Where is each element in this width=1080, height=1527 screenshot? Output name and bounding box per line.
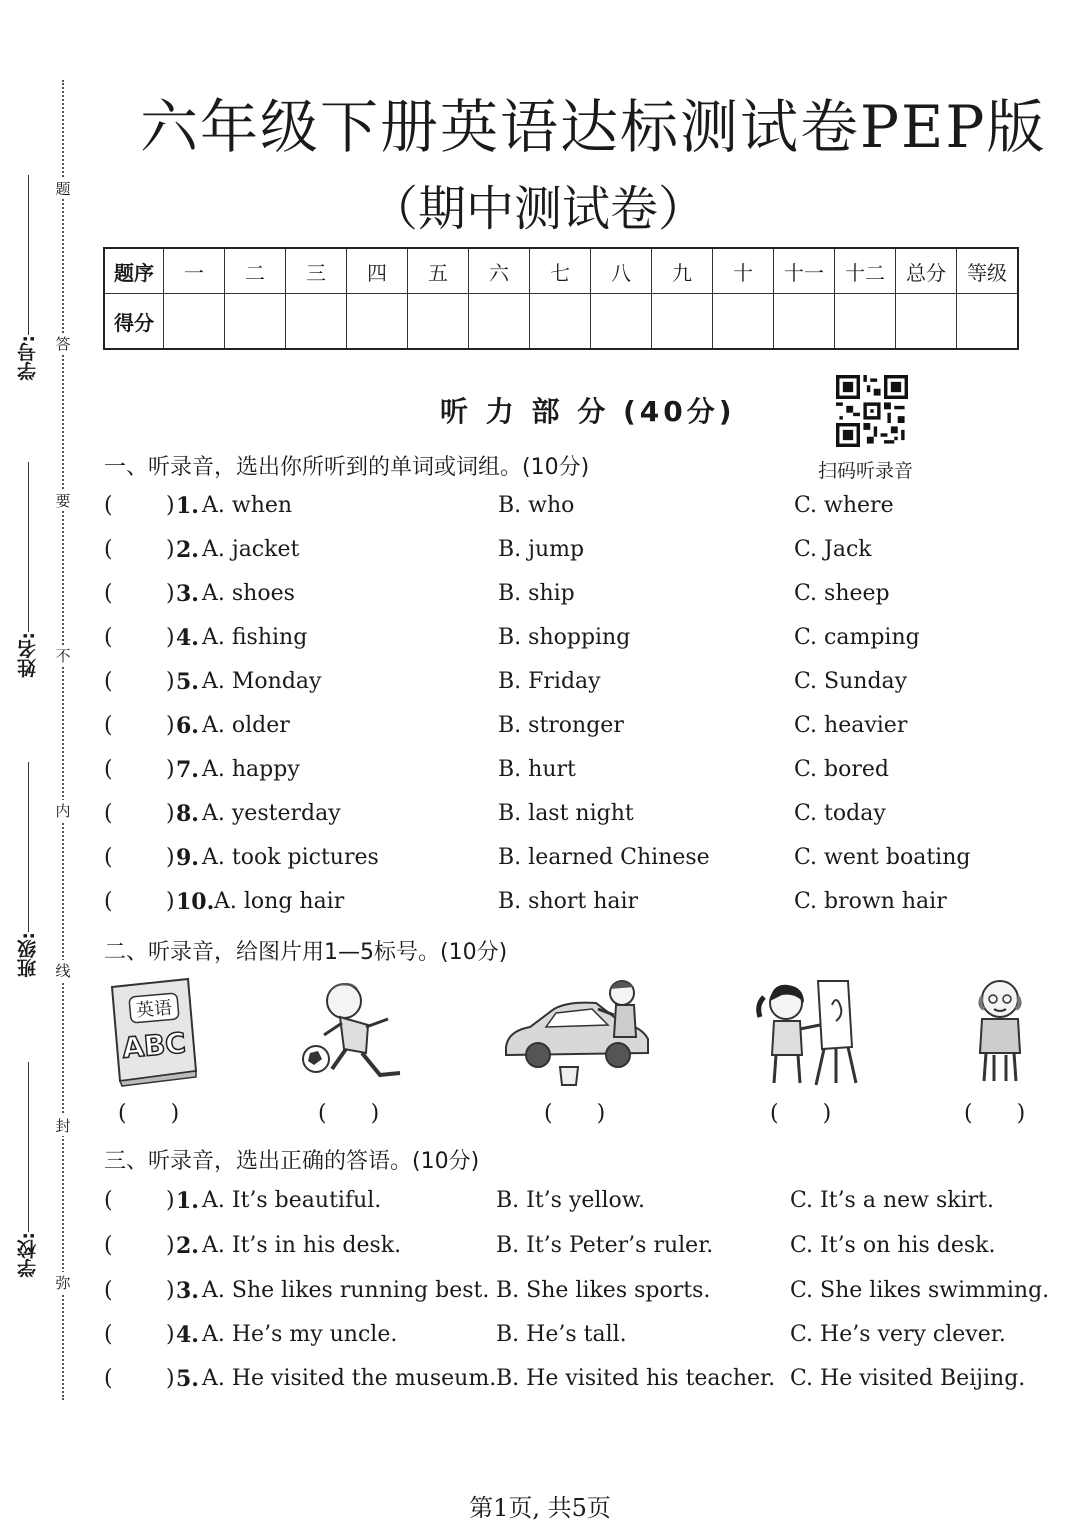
option-b: B. He visited his teacher. bbox=[496, 1366, 776, 1391]
option-a: A. older bbox=[202, 713, 290, 738]
question-number: 7. bbox=[176, 757, 199, 783]
option-a: A. when bbox=[202, 493, 293, 518]
option-c: C. went boating bbox=[794, 845, 971, 870]
score-table bbox=[103, 247, 1019, 350]
question-row bbox=[104, 845, 1064, 879]
listening-part-heading: 听 力 部 分 (40分) bbox=[440, 395, 736, 428]
answer-paren-open[interactable]: ( bbox=[104, 1188, 113, 1213]
row-label-order: 题序 bbox=[104, 248, 164, 294]
section-3-title: 三、听录音，选出正确的答语。(10分) bbox=[104, 1149, 480, 1174]
option-a: A. happy bbox=[202, 757, 300, 782]
answer-paren-open[interactable]: ( bbox=[104, 1322, 113, 1347]
picture-5-answer-blank[interactable]: ( ) bbox=[964, 1101, 1026, 1126]
option-a: A. It’s in his desk. bbox=[202, 1233, 402, 1258]
option-c: C. heavier bbox=[794, 713, 908, 738]
picture-3-answer-blank[interactable]: ( ) bbox=[544, 1101, 606, 1126]
option-c: C. She likes swimming. bbox=[790, 1278, 1050, 1303]
score-cell[interactable] bbox=[713, 294, 774, 350]
binding-char: 弥 bbox=[55, 1274, 71, 1292]
question-row bbox=[104, 889, 1064, 923]
question-number: 4. bbox=[176, 625, 199, 651]
answer-paren-close: ) bbox=[166, 625, 175, 650]
answer-paren-open[interactable]: ( bbox=[104, 889, 113, 914]
question-row bbox=[104, 1278, 1064, 1312]
answer-paren-open[interactable]: ( bbox=[104, 1366, 113, 1391]
column-header: 十 bbox=[713, 248, 774, 294]
option-b: B. learned Chinese bbox=[498, 845, 710, 870]
book-text-bottom: ABC bbox=[120, 1026, 188, 1065]
binding-dotted-line bbox=[62, 80, 64, 1400]
question-number: 10. bbox=[176, 889, 215, 915]
score-cell[interactable] bbox=[896, 294, 957, 350]
book-text-top: 英语 bbox=[135, 997, 173, 1022]
page-title: 六年级下册英语达标测试卷PEP版 bbox=[140, 93, 1047, 161]
option-a: A. He visited the museum. bbox=[202, 1366, 497, 1391]
score-cell[interactable] bbox=[957, 294, 1019, 350]
question-number: 1. bbox=[176, 1188, 199, 1214]
binding-char: 封 bbox=[55, 1117, 71, 1135]
score-cell[interactable] bbox=[347, 294, 408, 350]
answer-paren-close: ) bbox=[166, 581, 175, 606]
column-header: 一 bbox=[164, 248, 225, 294]
column-header: 八 bbox=[591, 248, 652, 294]
answer-paren-close: ) bbox=[166, 537, 175, 562]
option-a: A. long hair bbox=[214, 889, 345, 914]
column-header: 十一 bbox=[774, 248, 835, 294]
qr-code-icon[interactable] bbox=[836, 375, 908, 447]
answer-paren-close: ) bbox=[166, 1278, 175, 1303]
column-header: 九 bbox=[652, 248, 713, 294]
answer-paren-close: ) bbox=[166, 889, 175, 914]
option-b: B. It’s Peter’s ruler. bbox=[496, 1233, 714, 1258]
question-row bbox=[104, 493, 1064, 527]
picture-4-answer-blank[interactable]: ( ) bbox=[770, 1101, 832, 1126]
question-number: 2. bbox=[176, 537, 199, 563]
class-blank[interactable] bbox=[28, 762, 29, 932]
column-header: 二 bbox=[225, 248, 286, 294]
school-blank[interactable] bbox=[28, 1062, 29, 1232]
option-c: C. where bbox=[794, 493, 894, 518]
option-a: A. jacket bbox=[202, 537, 300, 562]
option-a: A. Monday bbox=[202, 669, 322, 694]
answer-paren-close: ) bbox=[166, 713, 175, 738]
boy-playing-football-picture bbox=[296, 975, 414, 1087]
question-row bbox=[104, 713, 1064, 747]
option-a: A. shoes bbox=[202, 581, 295, 606]
option-c: C. bored bbox=[794, 757, 889, 782]
question-row bbox=[104, 1188, 1064, 1222]
option-b: B. She likes sports. bbox=[496, 1278, 711, 1303]
option-b: B. last night bbox=[498, 801, 634, 826]
question-row bbox=[104, 581, 1064, 615]
answer-paren-close: ) bbox=[166, 1233, 175, 1258]
column-header: 三 bbox=[286, 248, 347, 294]
question-number: 5. bbox=[176, 669, 199, 695]
option-b: B. ship bbox=[498, 581, 575, 606]
section-2-title: 二、听录音，给图片用1—5标号。(10分) bbox=[104, 940, 508, 965]
score-cell[interactable] bbox=[225, 294, 286, 350]
question-number: 8. bbox=[176, 801, 199, 827]
option-c: C. He visited Beijing. bbox=[790, 1366, 1026, 1391]
answer-paren-open[interactable]: ( bbox=[104, 537, 113, 562]
option-c: C. today bbox=[794, 801, 886, 826]
girl-drawing-picture bbox=[752, 975, 864, 1087]
option-c: C. camping bbox=[794, 625, 920, 650]
option-b: B. short hair bbox=[498, 889, 639, 914]
option-a: A. fishing bbox=[202, 625, 308, 650]
answer-paren-open[interactable]: ( bbox=[104, 493, 113, 518]
question-row bbox=[104, 625, 1064, 659]
column-header: 五 bbox=[408, 248, 469, 294]
option-c: C. It’s on his desk. bbox=[790, 1233, 996, 1258]
column-header: 七 bbox=[530, 248, 591, 294]
answer-paren-close: ) bbox=[166, 1322, 175, 1347]
answer-paren-open[interactable]: ( bbox=[104, 713, 113, 738]
question-row bbox=[104, 801, 1064, 835]
question-number: 2. bbox=[176, 1233, 199, 1259]
question-row bbox=[104, 1322, 1064, 1356]
picture-1-answer-blank[interactable]: ( ) bbox=[118, 1101, 180, 1126]
answer-paren-open[interactable]: ( bbox=[104, 845, 113, 870]
class-label: 班级: bbox=[17, 932, 39, 978]
answer-paren-open[interactable]: ( bbox=[104, 669, 113, 694]
answer-paren-open[interactable]: ( bbox=[104, 801, 113, 826]
binding-char: 内 bbox=[55, 802, 71, 820]
name-blank[interactable] bbox=[28, 462, 29, 632]
score-cell[interactable] bbox=[408, 294, 469, 350]
student-no-blank[interactable] bbox=[28, 175, 29, 335]
question-number: 3. bbox=[176, 1278, 199, 1304]
column-header: 四 bbox=[347, 248, 408, 294]
option-c: C. Sunday bbox=[794, 669, 908, 694]
picture-2-answer-blank[interactable]: ( ) bbox=[318, 1101, 380, 1126]
question-number: 4. bbox=[176, 1322, 199, 1348]
binding-char: 要 bbox=[55, 492, 71, 510]
answer-paren-close: ) bbox=[166, 669, 175, 694]
option-a: A. He’s my uncle. bbox=[202, 1322, 398, 1347]
question-number: 3. bbox=[176, 581, 199, 607]
answer-paren-open[interactable]: ( bbox=[104, 581, 113, 606]
score-cell[interactable] bbox=[286, 294, 347, 350]
score-cell[interactable] bbox=[835, 294, 896, 350]
option-b: B. He’s tall. bbox=[496, 1322, 627, 1347]
score-cell[interactable] bbox=[164, 294, 225, 350]
answer-paren-open[interactable]: ( bbox=[104, 625, 113, 650]
question-number: 5. bbox=[176, 1366, 199, 1392]
option-a: A. took pictures bbox=[202, 845, 379, 870]
row-label-score: 得分 bbox=[104, 294, 164, 350]
answer-paren-close: ) bbox=[166, 493, 175, 518]
question-row bbox=[104, 669, 1064, 703]
option-b: B. shopping bbox=[498, 625, 631, 650]
option-b: B. hurt bbox=[498, 757, 576, 782]
binding-char: 不 bbox=[55, 647, 71, 665]
column-header: 总分 bbox=[896, 248, 957, 294]
binding-char: 线 bbox=[55, 962, 71, 980]
school-label: 学校: bbox=[17, 1232, 39, 1278]
grandpa-picture bbox=[968, 975, 1032, 1087]
question-row bbox=[104, 1233, 1064, 1267]
score-cell[interactable] bbox=[774, 294, 835, 350]
score-cell[interactable] bbox=[591, 294, 652, 350]
score-cell[interactable] bbox=[530, 294, 591, 350]
option-c: C. It’s a new skirt. bbox=[790, 1188, 994, 1213]
option-b: B. who bbox=[498, 493, 575, 518]
option-c: C. sheep bbox=[794, 581, 890, 606]
answer-paren-close: ) bbox=[166, 845, 175, 870]
answer-paren-open[interactable]: ( bbox=[104, 1233, 113, 1258]
question-number: 9. bbox=[176, 845, 199, 871]
answer-paren-close: ) bbox=[166, 1366, 175, 1391]
option-b: B. jump bbox=[498, 537, 585, 562]
score-cell[interactable] bbox=[469, 294, 530, 350]
binding-char: 题 bbox=[55, 180, 71, 198]
name-label: 姓名: bbox=[17, 632, 39, 678]
english-book-picture bbox=[104, 975, 200, 1087]
column-header: 等级 bbox=[957, 248, 1019, 294]
qr-caption: 扫码听录音 bbox=[818, 460, 914, 482]
answer-paren-open[interactable]: ( bbox=[104, 757, 113, 782]
option-c: C. brown hair bbox=[794, 889, 947, 914]
option-a: A. It’s beautiful. bbox=[202, 1188, 382, 1213]
answer-paren-close: ) bbox=[166, 757, 175, 782]
question-row bbox=[104, 757, 1064, 791]
score-cell[interactable] bbox=[652, 294, 713, 350]
boy-washing-car-picture bbox=[502, 975, 658, 1087]
question-row bbox=[104, 537, 1064, 571]
answer-paren-close: ) bbox=[166, 1188, 175, 1213]
option-b: B. It’s yellow. bbox=[496, 1188, 645, 1213]
option-a: A. yesterday bbox=[202, 801, 341, 826]
page-subtitle: （期中测试卷） bbox=[370, 181, 707, 237]
page-footer: 第1页, 共5页 bbox=[469, 1494, 611, 1522]
option-c: C. He’s very clever. bbox=[790, 1322, 1006, 1347]
answer-paren-close: ) bbox=[166, 801, 175, 826]
question-number: 6. bbox=[176, 713, 199, 739]
binding-char: 答 bbox=[55, 335, 71, 353]
option-c: C. Jack bbox=[794, 537, 872, 562]
option-b: B. Friday bbox=[498, 669, 601, 694]
answer-paren-open[interactable]: ( bbox=[104, 1278, 113, 1303]
option-a: A. She likes running best. bbox=[202, 1278, 490, 1303]
question-number: 1. bbox=[176, 493, 199, 519]
section-1-title: 一、听录音，选出你所听到的单词或词组。(10分) bbox=[104, 455, 590, 480]
student-no-label: 学号: bbox=[17, 335, 39, 381]
question-row bbox=[104, 1366, 1064, 1400]
column-header: 六 bbox=[469, 248, 530, 294]
option-b: B. stronger bbox=[498, 713, 624, 738]
column-header: 十二 bbox=[835, 248, 896, 294]
